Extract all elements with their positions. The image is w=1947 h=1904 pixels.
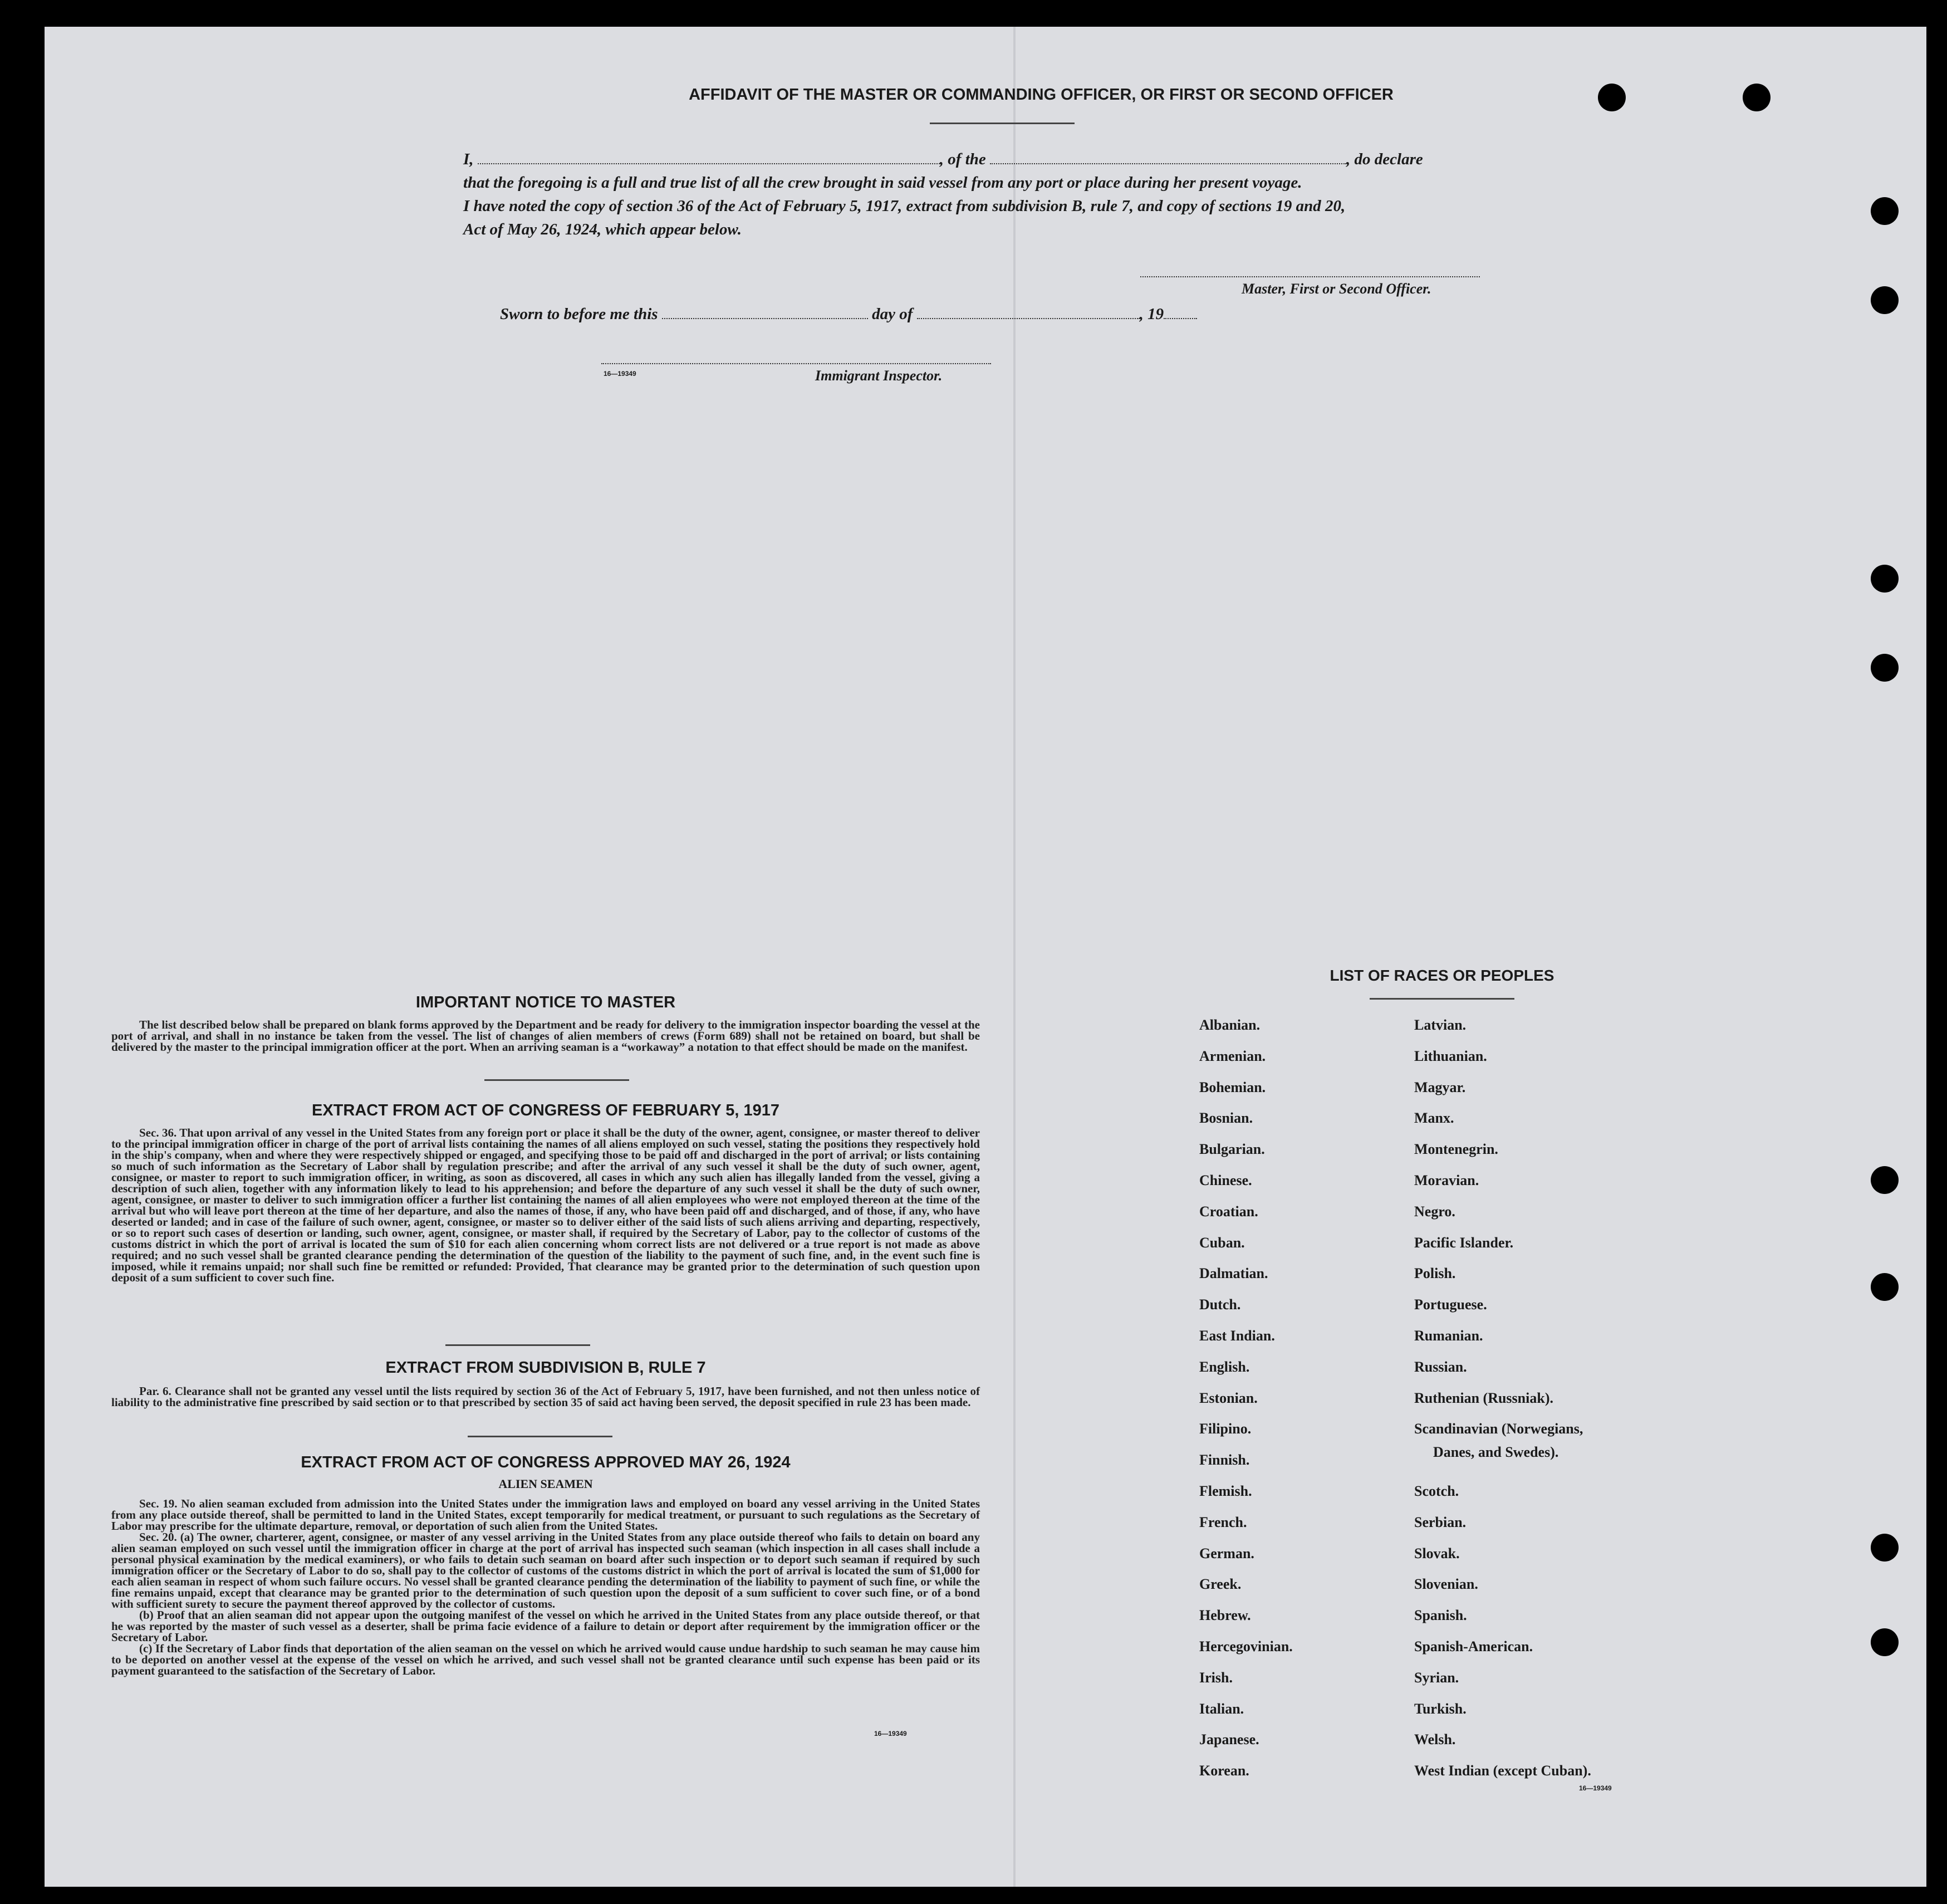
race-right-0: Latvian. — [1414, 1017, 1467, 1033]
race-right-11: Russian. — [1414, 1358, 1467, 1375]
race-left-21: Irish. — [1199, 1669, 1233, 1686]
race-left-24: Korean. — [1199, 1763, 1249, 1779]
extract-1924-subtitle: ALIEN SEAMEN — [498, 1477, 593, 1491]
affidavit-form-code: 16—19349 — [604, 370, 636, 378]
punch-hole — [1871, 654, 1899, 682]
extract-rule7-rule — [468, 1436, 612, 1437]
race-left-0: Albanian. — [1199, 1017, 1261, 1033]
affidavit-do-declare: , do declare — [1346, 150, 1423, 168]
race-right-7: Pacific Islander. — [1414, 1234, 1514, 1251]
race-left-15: Flemish. — [1199, 1483, 1252, 1499]
race-left-9: Dutch. — [1199, 1296, 1241, 1313]
sworn-line — [500, 305, 1197, 324]
affidavit-i: I, — [463, 150, 474, 168]
race-right-2: Magyar. — [1414, 1079, 1466, 1095]
race-right-8: Polish. — [1414, 1265, 1456, 1282]
sworn-month-blank[interactable] — [917, 318, 1140, 319]
races-rule — [1370, 998, 1514, 1000]
races-form-code: 16—19349 — [1579, 1784, 1612, 1792]
extract-1924-body — [111, 1498, 980, 1676]
extract-rule7-title: EXTRACT FROM SUBDIVISION B, RULE 7 — [385, 1359, 706, 1377]
punch-hole — [1871, 197, 1899, 225]
race-right-6: Negro. — [1414, 1203, 1455, 1220]
punch-hole — [1871, 565, 1899, 593]
sworn-text: Sworn to before me this — [500, 305, 658, 323]
races-title: LIST OF RACES OR PEOPLES — [1330, 967, 1554, 984]
affidavit-of-the: , of the — [939, 150, 986, 168]
sworn-day-blank[interactable] — [662, 318, 868, 319]
sec-19: Sec. 19. No alien seaman excluded from admission into the United States under the immigration laws and employed on board any vessel arriving in the United States from any place outside thereof, shall be permitted to land in the United States, except temporarily for medical treatment, or pursuant to such regulations as the Secretary of Labor may prescribe for the ultimate departure, removal, or deportation of such alien from the United States. — [111, 1497, 980, 1533]
race-right-17: Slovenian. — [1414, 1576, 1478, 1593]
punch-hole — [1871, 1166, 1899, 1194]
race-left-6: Croatian. — [1199, 1203, 1258, 1220]
race-right-21: Turkish. — [1414, 1700, 1467, 1717]
race-right-15: Serbian. — [1414, 1514, 1467, 1530]
sec-20c: (c) If the Secretary of Labor finds that deportation of the alien seaman on the vessel on which he arrived would cause undue hardship to such seaman he may cause him to be deported on another vessel at the expense of the vessel on which he arrived, and such vessel shall not be granted clearance until such expense has been paid or its payment guaranteed to the satisfaction of the Secretary of Labor. — [111, 1642, 980, 1677]
year-text: , 19 — [1139, 305, 1164, 323]
race-right-4: Montenegrin. — [1414, 1141, 1498, 1158]
affidavit-line2: that the foregoing is a full and true list of all the crew brought in said vessel from any port or place during her present voyage. — [463, 174, 1302, 192]
sworn-year-blank[interactable] — [1164, 318, 1197, 319]
race-left-3: Bosnian. — [1199, 1110, 1253, 1127]
race-left-20: Hercegovinian. — [1199, 1638, 1293, 1655]
race-left-4: Bulgarian. — [1199, 1141, 1265, 1158]
signature-label: Master, First or Second Officer. — [1242, 281, 1431, 297]
race-left-12: Estonian. — [1199, 1389, 1258, 1406]
sec-20b: (b) Proof that an alien seaman did not appear upon the outgoing manifest of the vessel on which he arrived in the United States from any place outside thereof, or that he was reported by the master of such vessel as a deserter, shall be prima facie evidence of a failure to detain or deport after requirement by the immigration officer or the Secretary of Labor. — [111, 1608, 980, 1644]
vessel-blank[interactable] — [990, 163, 1346, 164]
name-blank[interactable] — [478, 163, 940, 164]
sec-20a: Sec. 20. (a) The owner, charterer, agent, consignee, or master of any vessel arriving in the United States from any place outside thereof who fails to detain on board any alien seaman employed on such vessel until the immigration officer in charge at the port of arrival has inspected such seaman (which inspection in all cases shall include a personal physical examination by the medical examiners), or who fails to detain such seaman on board after such inspection or to deport such seaman if required by such immigration officer or the Secretary of Labor to do so, shall pay to the collector of customs of the customs district in which the port of arrival is located the sum of $1,000 for each alien seaman in respect of whom such failure occurs. No vessel shall be granted clearance pending the determination of the liability to payment of such fine, or while the fine remains unpaid, except that clearance may be granted prior to the determination of such question upon the deposit of a sum sufficient to cover such fine, or of a bond with sufficient surety to secure the payment thereof approved by the collector of customs. — [111, 1530, 980, 1611]
race-left-18: Greek. — [1199, 1576, 1242, 1593]
affidavit-line4: Act of May 26, 1924, which appear below. — [463, 221, 742, 238]
notice-rule — [484, 1079, 629, 1081]
signature-line[interactable] — [1140, 276, 1480, 277]
race-left-1: Armenian. — [1199, 1048, 1266, 1064]
punch-hole — [1871, 1534, 1899, 1562]
race-left-17: German. — [1199, 1545, 1254, 1562]
extract-1917-body: Sec. 36. That upon arrival of any vessel in the United States from any foreign port or place it shall be the duty of the owner, agent, consignee, or master thereof to deliver to the principal immigration officer in charge of the port of arrival lists containing the names of all aliens employed on such vessel, stating the positions they respectively hold in the ship's company, when and where they were respectively shipped or engaged, and specifying those to be paid off and discharged in the port of arrival; or lists containing so much of such information as the Secretary of Labor shall by regulation prescribe; and after the arrival of any such vessel it shall be the duty of such owner, agent, consignee, or master to report to such immigration officer, in writing, as soon as discovered, all cases in which any such alien has illegally landed from the vessel, giving a description of such alien, together with any information likely to lead to his apprehension; and before the departure of any such vessel it shall be the duty of such owner, agent, consignee, or master to deliver to such immigration officer a further list containing the names of all alien employees who were not employed thereon at the time of the arrival but who will leave port thereon at the time of her departure, and also the names of those, if any, who have been paid off and discharged, and of those, if any, who have deserted or landed; and in case of the failure of such owner, agent, consignee, or master so to deliver either of the said lists of such aliens arriving and departing, respectively, or so to report such cases of desertion or landing, such owner, agent, consignee, or master shall, if required by the Secretary of Labor, pay to the collector of customs of the customs district in which the port of arrival is located the sum of $10 for each alien concerning whom correct lists are not delivered or a true report is not made as above required; and no such vessel shall be granted clearance pending the determination of the question of the liability to the payment of such fine, and, in the event such fine is imposed, while it remains unpaid; nor shall such fine be remitted or refunded: Provided, That clearance may be granted prior to the determination of such question upon deposit of a sum sufficient to cover such fine. — [111, 1126, 980, 1284]
race-left-10: East Indian. — [1199, 1328, 1275, 1344]
punch-hole — [1743, 84, 1771, 111]
race-left-8: Dalmatian. — [1199, 1265, 1268, 1282]
extract-rule7-body: Par. 6. Clearance shall not be granted any vessel until the lists required by section 36 of the Act of February 5, 1917, have been furnished, and not then unless notice of liability to the administrative fine prescribed by said section or to that prescribed by section 35 of said act having been served, the deposit specified in rule 23 has been made. — [111, 1384, 980, 1409]
race-right-16: Slovak. — [1414, 1545, 1460, 1562]
race-right-3: Manx. — [1414, 1110, 1454, 1127]
inspector-line[interactable] — [601, 363, 991, 364]
race-left-11: English. — [1199, 1358, 1250, 1375]
punch-hole — [1871, 1628, 1899, 1656]
notice-title: IMPORTANT NOTICE TO MASTER — [415, 993, 676, 1011]
affidavit-line1 — [463, 150, 1423, 169]
race-left-19: Hebrew. — [1199, 1607, 1251, 1624]
punch-hole — [1598, 84, 1626, 111]
race-right-18: Spanish. — [1414, 1607, 1467, 1624]
document-page — [45, 27, 1926, 1887]
punch-hole — [1871, 1273, 1899, 1301]
affidavit-title-rule — [930, 123, 1075, 124]
inspector-label: Immigrant Inspector. — [815, 368, 943, 384]
race-scandinavian-cont: Danes, and Swedes). — [1433, 1444, 1559, 1460]
race-left-5: Chinese. — [1199, 1172, 1252, 1188]
extract-1924-title: EXTRACT FROM ACT OF CONGRESS APPROVED MAY 26, 1924 — [301, 1453, 791, 1471]
race-right-14: Scotch. — [1414, 1483, 1459, 1499]
notice-body: The list described below shall be prepared on blank forms approved by the Department and be ready for delivery to the immigration inspector boarding the vessel at the port of arrival, and shall in no instance be taken from the vessel. The list of changes of alien members of crews (Form 689) shall not be retained on board, but shall be delivered by the master to the principal immigration officer at the port. When an arriving seaman is a “workaway” a notation to that effect should be made on the manifest. — [111, 1018, 980, 1054]
extract-1917-rule — [445, 1344, 590, 1346]
race-left-2: Bohemian. — [1199, 1079, 1266, 1095]
race-right-10: Rumanian. — [1414, 1328, 1483, 1344]
race-right-5: Moravian. — [1414, 1172, 1479, 1188]
race-left-13: Filipino. — [1199, 1421, 1252, 1437]
race-right-23: West Indian (except Cuban). — [1414, 1763, 1591, 1779]
race-left-22: Italian. — [1199, 1700, 1244, 1717]
race-right-1: Lithuanian. — [1414, 1048, 1487, 1064]
race-right-19: Spanish-American. — [1414, 1638, 1533, 1655]
race-right-9: Portuguese. — [1414, 1296, 1487, 1313]
race-right-12: Ruthenian (Russniak). — [1414, 1389, 1553, 1406]
race-left-14: Finnish. — [1199, 1452, 1250, 1469]
race-right-20: Syrian. — [1414, 1669, 1459, 1686]
affidavit-title: AFFIDAVIT OF THE MASTER OR COMMANDING OFFICER, OR FIRST OR SECOND OFFICER — [689, 86, 1394, 104]
affidavit-line3: I have noted the copy of section 36 of the Act of February 5, 1917, extract from subdivision B, rule 7, and copy of sections 19 and 20, — [463, 197, 1346, 215]
race-right-22: Welsh. — [1414, 1731, 1456, 1748]
race-left-23: Japanese. — [1199, 1731, 1259, 1748]
extract-form-code: 16—19349 — [874, 1730, 907, 1737]
race-left-16: French. — [1199, 1514, 1247, 1530]
extract-1917-title: EXTRACT FROM ACT OF CONGRESS OF FEBRUARY 5, 1917 — [311, 1102, 780, 1119]
punch-hole — [1871, 286, 1899, 314]
race-left-7: Cuban. — [1199, 1234, 1245, 1251]
race-right-13: Scandinavian (Norwegians, — [1414, 1421, 1583, 1437]
day-of-text: day of — [872, 305, 913, 323]
